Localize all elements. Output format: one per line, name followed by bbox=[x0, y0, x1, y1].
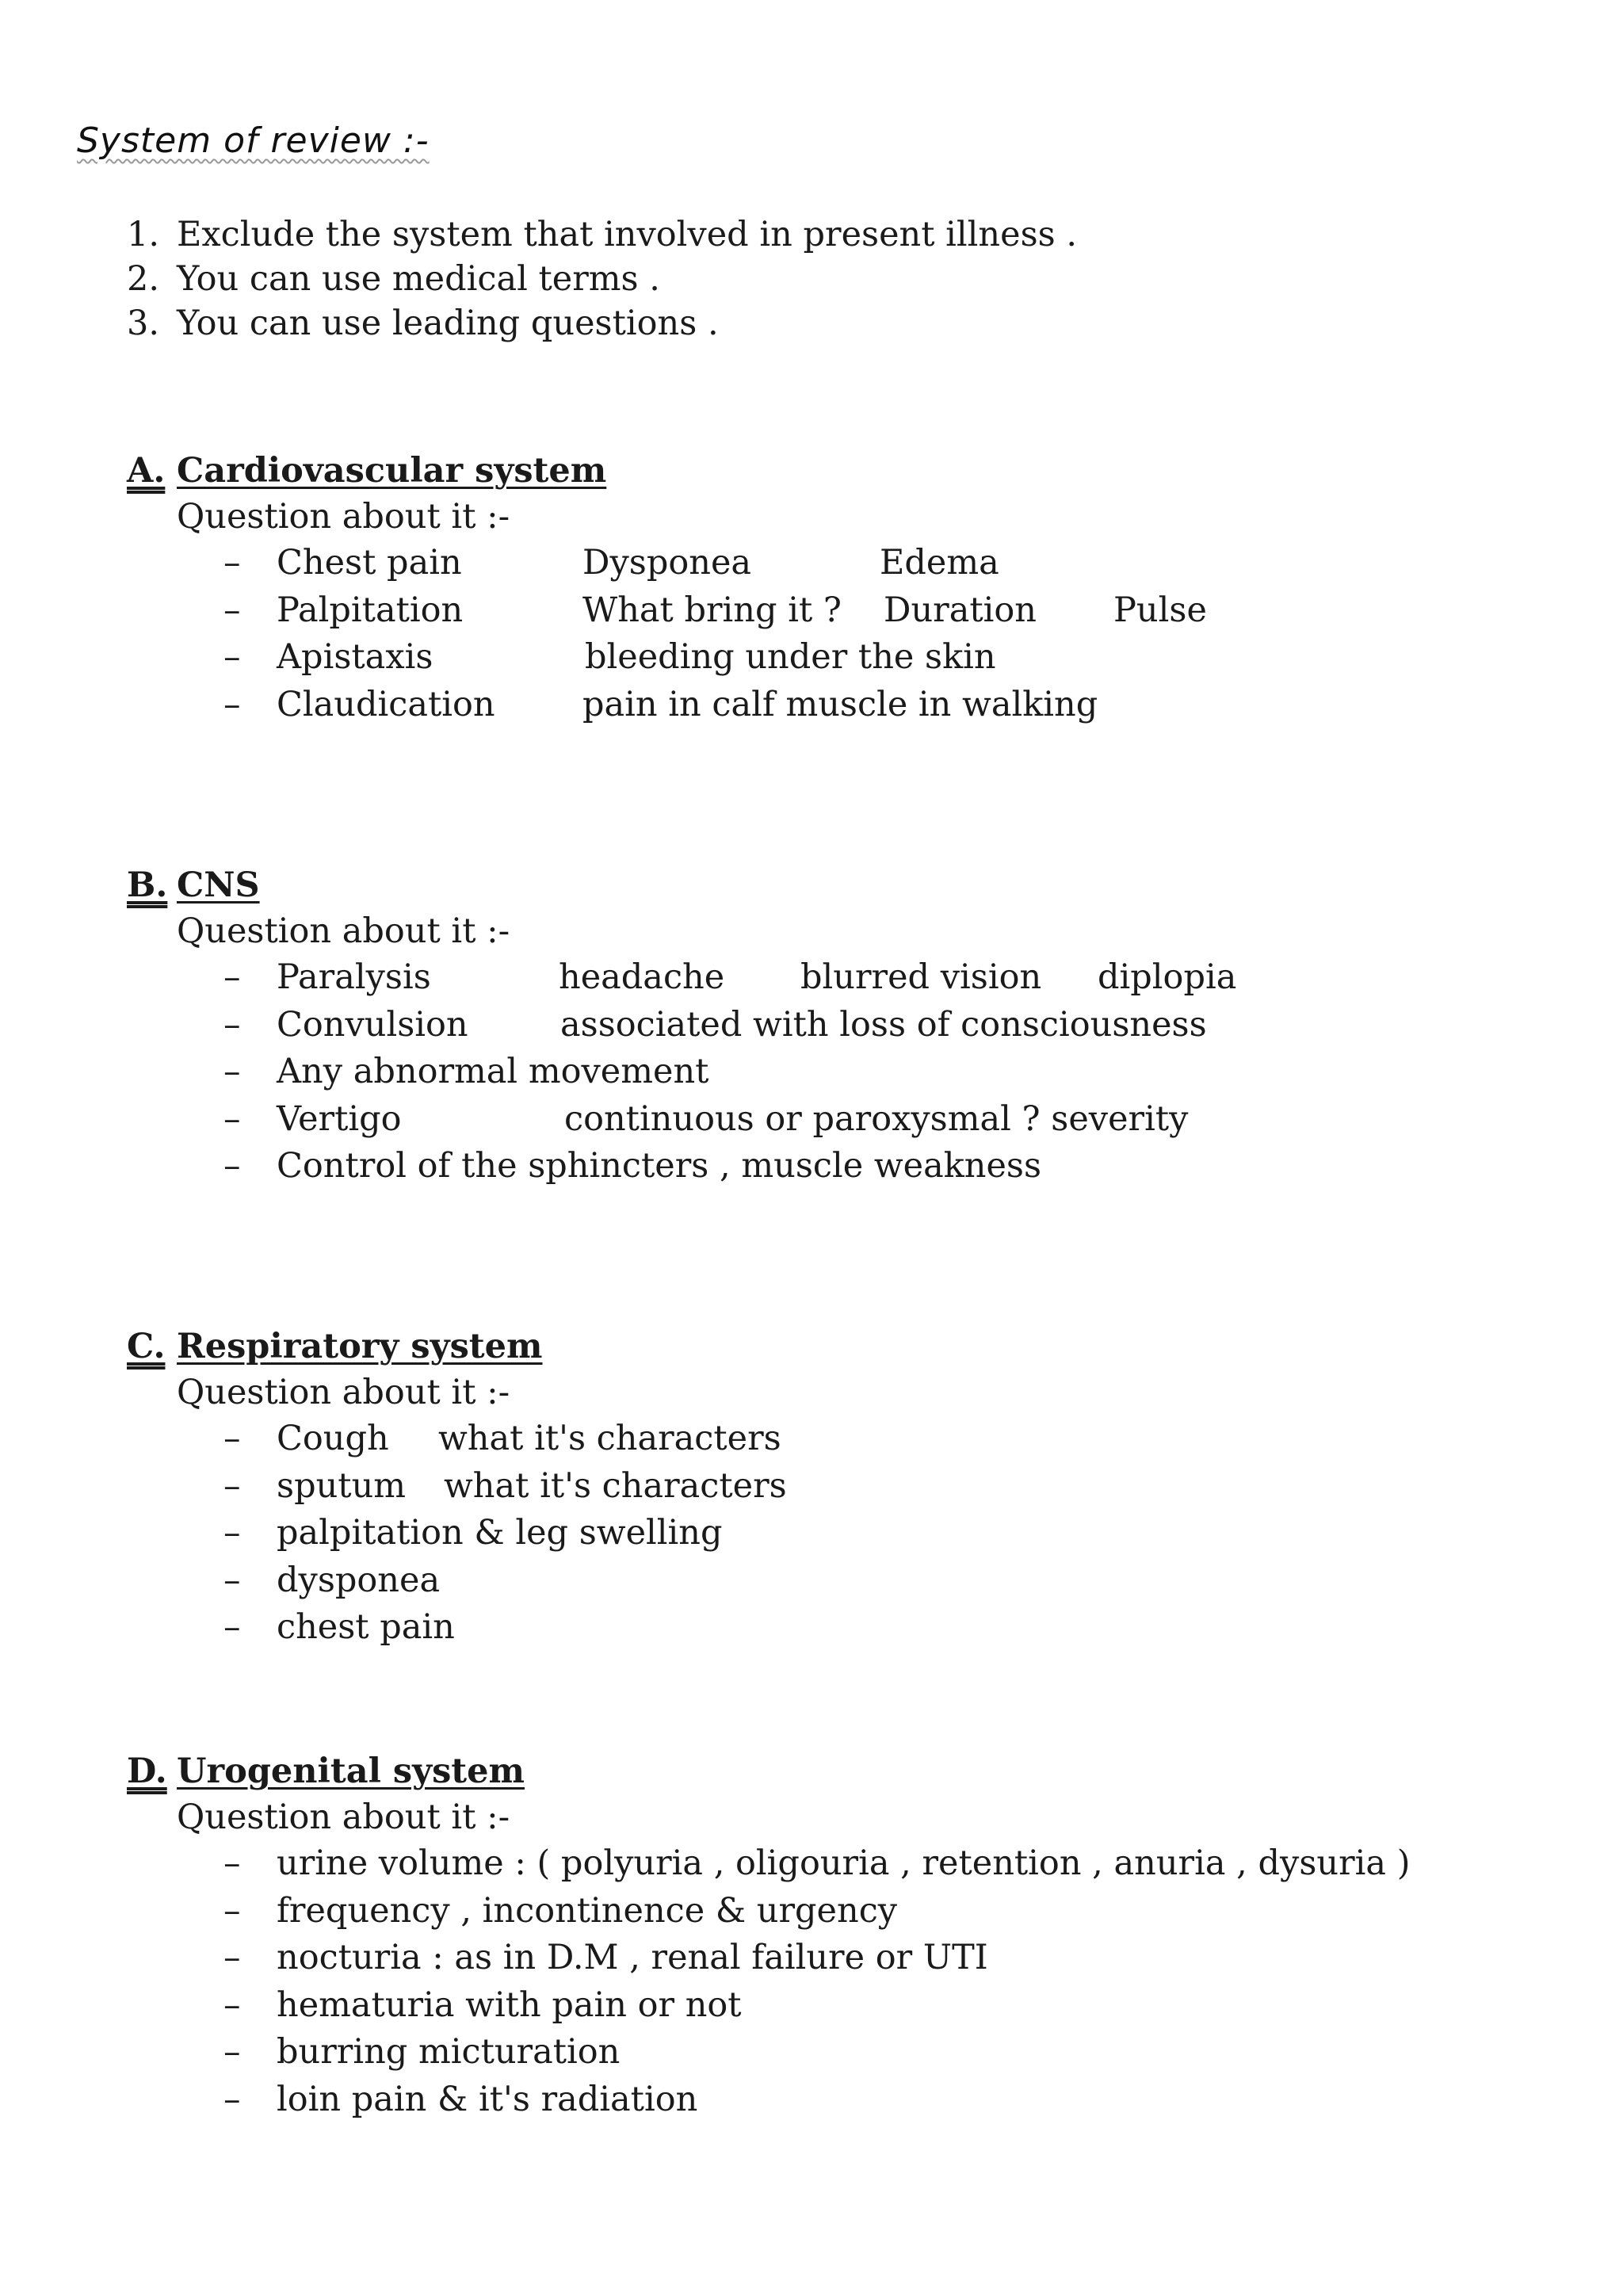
item-text: sputum bbox=[277, 1465, 407, 1506]
list-item bbox=[127, 1415, 781, 1463]
list-item bbox=[127, 540, 999, 587]
section-title: Respiratory system bbox=[177, 1327, 543, 1366]
item-text: You can use leading questions . bbox=[177, 304, 719, 343]
item-detail: headache bbox=[559, 957, 725, 997]
dash-bullet: – bbox=[223, 1890, 241, 1931]
item-text: hematuria with pain or not bbox=[277, 1985, 742, 2025]
dash-bullet: – bbox=[223, 543, 241, 583]
section-cardiovascular bbox=[127, 448, 1207, 728]
item-detail: what it's characters bbox=[444, 1465, 787, 1506]
dash-bullet: – bbox=[223, 1052, 241, 1091]
item-number: 2. bbox=[127, 259, 160, 299]
item-text: dysponea bbox=[277, 1560, 441, 1600]
list-item bbox=[127, 1510, 723, 1557]
item-text: frequency , incontinence & urgency bbox=[277, 1890, 898, 1931]
question-list bbox=[127, 954, 1237, 1190]
dash-bullet: – bbox=[223, 1465, 241, 1506]
item-text: burring micturation bbox=[277, 2032, 621, 2072]
dash-bullet: – bbox=[223, 1004, 241, 1045]
item-detail: Dysponea bbox=[582, 543, 752, 583]
section-respiratory bbox=[127, 1324, 787, 1652]
item-text: Paralysis bbox=[277, 957, 431, 997]
item-text: palpitation & leg swelling bbox=[277, 1513, 723, 1553]
item-text: loin pain & it's radiation bbox=[277, 2079, 698, 2119]
dash-bullet: – bbox=[223, 1146, 241, 1186]
dash-bullet: – bbox=[223, 590, 241, 630]
item-text: Claudication bbox=[277, 684, 495, 724]
item-detail: diplopia bbox=[1098, 957, 1237, 997]
list-item bbox=[127, 1143, 1041, 1190]
item-text: You can use medical terms . bbox=[177, 259, 660, 299]
section-title: CNS bbox=[177, 865, 260, 905]
item-detail: pain in calf muscle in walking bbox=[582, 684, 1098, 724]
list-item bbox=[127, 1888, 1410, 1935]
section-heading bbox=[127, 1324, 723, 1370]
dash-bullet: – bbox=[223, 1607, 241, 1647]
dash-bullet: – bbox=[223, 2079, 241, 2119]
item-text: Exclude the system that involved in present illness . bbox=[177, 215, 1078, 254]
item-text: urine volume : ( polyuria , oligouria , retention , anuria , dysuria ) bbox=[277, 1843, 1411, 1883]
section-question: Question about it :- bbox=[177, 497, 510, 537]
section-heading bbox=[127, 1748, 1410, 1794]
question-list bbox=[127, 540, 1207, 728]
list-item bbox=[127, 301, 1077, 346]
item-detail: continuous or paroxysmal ? severity bbox=[564, 1098, 1189, 1139]
dash-bullet: – bbox=[223, 1938, 241, 1977]
dash-bullet: – bbox=[223, 1513, 241, 1553]
item-text: Convulsion bbox=[277, 1004, 468, 1045]
item-detail: Pulse bbox=[1113, 590, 1207, 630]
section-letter: C. bbox=[127, 1327, 166, 1366]
item-detail: associated with loss of consciousness bbox=[560, 1004, 1207, 1045]
item-detail: What bring it ? bbox=[582, 590, 842, 630]
list-item bbox=[127, 2029, 1410, 2076]
item-detail: blurred vision bbox=[800, 957, 1042, 997]
list-item bbox=[127, 2076, 1410, 2124]
section-question: Question about it :- bbox=[177, 1797, 510, 1837]
list-item bbox=[127, 1002, 1207, 1049]
list-item bbox=[127, 954, 1237, 1002]
list-item bbox=[127, 212, 1077, 257]
dash-bullet: – bbox=[223, 1419, 241, 1458]
section-heading bbox=[127, 862, 1041, 908]
item-text: Cough bbox=[277, 1419, 389, 1458]
section-heading bbox=[127, 448, 606, 494]
dash-bullet: – bbox=[223, 957, 241, 997]
dash-bullet: – bbox=[223, 684, 241, 724]
list-item bbox=[127, 634, 996, 682]
section-urogenital bbox=[127, 1748, 1410, 2123]
list-item bbox=[127, 1982, 1410, 2030]
section-cns bbox=[127, 862, 1237, 1190]
item-text: Apistaxis bbox=[277, 637, 433, 677]
question-list bbox=[127, 1840, 1410, 2123]
dash-bullet: – bbox=[223, 637, 241, 677]
section-title: Urogenital system bbox=[177, 1752, 525, 1791]
list-item bbox=[127, 1463, 787, 1511]
list-item bbox=[127, 1935, 1410, 1982]
page-title: System of review :- bbox=[77, 120, 430, 161]
item-text: Chest pain bbox=[277, 543, 462, 583]
list-item bbox=[127, 1604, 723, 1652]
list-item bbox=[127, 1840, 1410, 1888]
question-list bbox=[127, 1415, 787, 1652]
list-item bbox=[127, 1096, 1189, 1144]
list-item bbox=[127, 257, 1077, 301]
item-detail: bleeding under the skin bbox=[585, 637, 996, 677]
rules-list bbox=[127, 212, 1077, 346]
section-question: Question about it :- bbox=[177, 1373, 510, 1412]
section-title: Cardiovascular system bbox=[177, 451, 607, 491]
item-text: Vertigo bbox=[277, 1098, 402, 1139]
item-number: 1. bbox=[127, 215, 160, 254]
item-detail: Duration bbox=[884, 590, 1037, 630]
dash-bullet: – bbox=[223, 1560, 241, 1600]
dash-bullet: – bbox=[223, 1843, 241, 1883]
dash-bullet: – bbox=[223, 2032, 241, 2072]
list-item bbox=[127, 1557, 723, 1605]
list-item bbox=[127, 682, 1098, 729]
item-detail: what it's characters bbox=[438, 1419, 781, 1458]
item-text: Any abnormal movement bbox=[277, 1052, 709, 1091]
section-letter: B. bbox=[127, 865, 168, 905]
dash-bullet: – bbox=[223, 1985, 241, 2025]
list-item bbox=[127, 1049, 1041, 1096]
item-text: Control of the sphincters , muscle weakness bbox=[277, 1146, 1042, 1186]
item-detail: Edema bbox=[880, 543, 999, 583]
item-number: 3. bbox=[127, 304, 160, 343]
list-item bbox=[127, 587, 1207, 635]
item-text: nocturia : as in D.M , renal failure or UTI bbox=[277, 1938, 988, 1977]
dash-bullet: – bbox=[223, 1098, 241, 1139]
section-question: Question about it :- bbox=[177, 911, 510, 951]
item-text: chest pain bbox=[277, 1607, 455, 1647]
section-letter: D. bbox=[127, 1752, 167, 1791]
item-text: Palpitation bbox=[277, 590, 464, 630]
section-letter: A. bbox=[127, 451, 166, 491]
